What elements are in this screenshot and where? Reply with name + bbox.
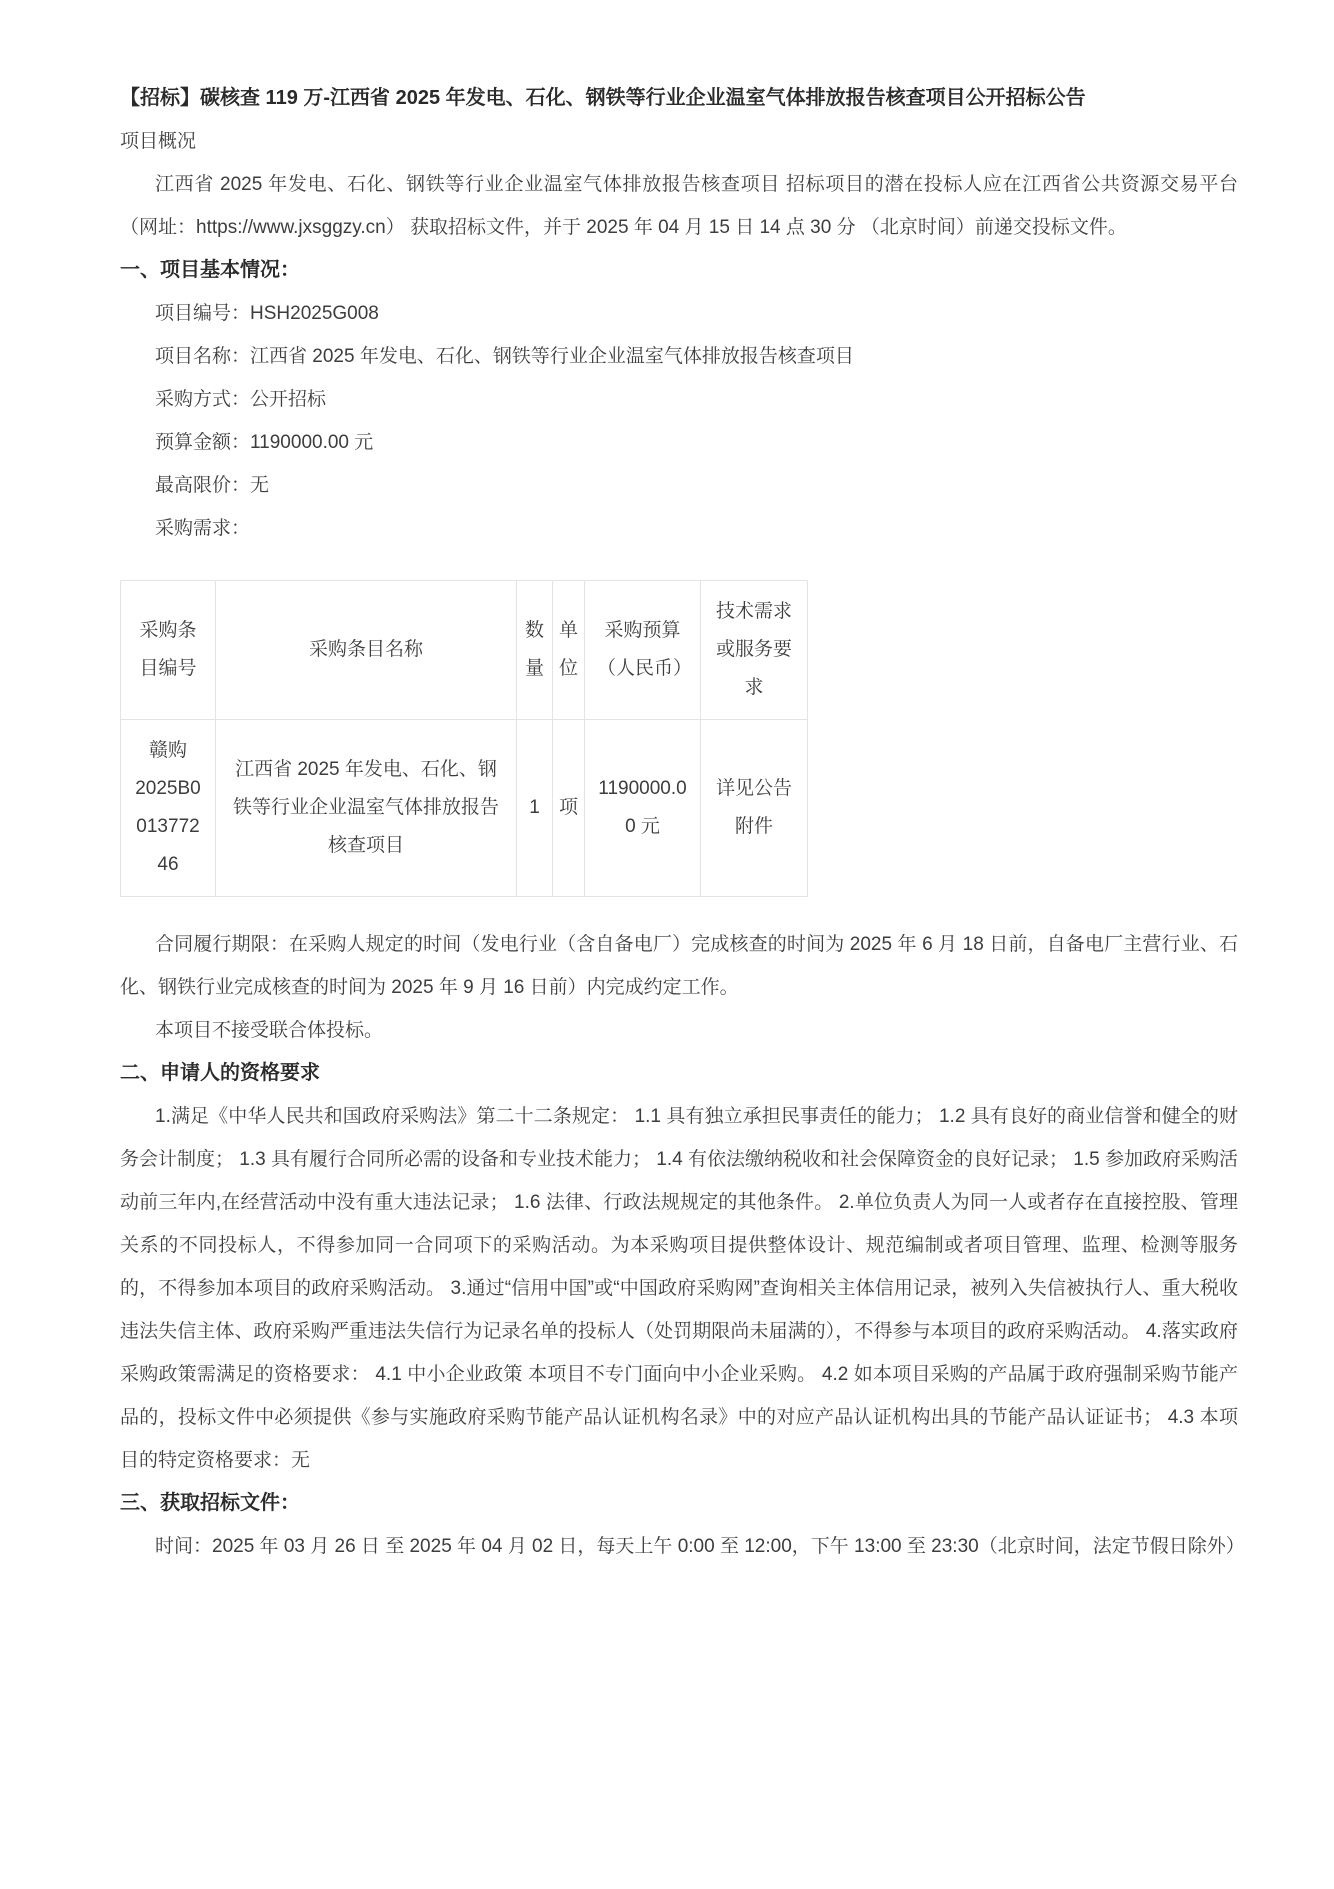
contract-period-paragraph: 合同履行期限：在采购人规定的时间（发电行业（含自备电厂）完成核查的时间为 2025 年 6 月 18 日前，自备电厂主营行业、石化、钢铁行业完成核查的时间为 2025 年 9 月 16 日前）内完成约定工作。 xyxy=(120,934,1238,998)
col-header-budget: 采购预算（人民币） xyxy=(585,581,701,720)
field-price-cap-value: 无 xyxy=(250,475,270,496)
page-title: 【招标】碳核查 119 万-江西省 2025 年发电、石化、钢铁等行业企业温室气体排放报告核查项目公开招标公告 xyxy=(120,87,1086,109)
overview-paragraph: 江西省 2025 年发电、石化、钢铁等行业企业温室气体排放报告核查项目 招标项目的潜在投标人应在江西省公共资源交易平台（网址：https://www.jxsggzy.cn） 获取招标文件，并于 2025 年 04 月 15 日 14 点 30 分 （北京时间）前递交投标文件。 xyxy=(120,174,1238,238)
table-header-row xyxy=(121,581,808,720)
section3-heading: 三、获取招标文件： xyxy=(120,1492,300,1514)
qualification-requirements-paragraph: 1.满足《中华人民共和国政府采购法》第二十二条规定： 1.1 具有独立承担民事责任的能力； 1.2 具有良好的商业信誉和健全的财务会计制度； 1.3 具有履行合同所必需的设备和专业技术能力； 1.4 有依法缴纳税收和社会保障资金的良好记录； 1.5 参加政府采购活动前三年内,在经营活动中没有重大违法记录； 1.6 法律、行政法规规定的其他条件。 2.单位负责人为同一人或者存在直接控股、管理关系的不同投标人，不得参加同一合同项下的采购活动。为本采购项目提供整体设计、规范编制或者项目管理、监理、检测等服务的，不得参加本项目的政府采购活动。 3.通过“信用中国”或“中国政府采购网”查询相关主体信用记录，被列入失信被执行人、重大税收违法失信主体、政府采购严重违法失信行为记录名单的投标人（处罚期限尚未届满的），不得参与本项目的政府采购活动。 4.落实政府采购政策需满足的资格要求： 4.1 中小企业政策 本项目不专门面向中小企业采购。 4.2 如本项目采购的产品属于政府强制采购节能产品的，投标文件中必须提供《参与实施政府采购节能产品认证机构名录》中的对应产品认证机构出具的节能产品认证证书； 4.3 本项目的特定资格要求：无 xyxy=(120,1106,1238,1471)
cell-quantity: 1 xyxy=(517,720,553,897)
field-budget-amount xyxy=(120,421,1238,464)
consortium-note: 本项目不接受联合体投标。 xyxy=(155,1020,384,1041)
field-procurement-method-label: 采购方式： xyxy=(155,389,251,410)
col-header-unit: 单位 xyxy=(553,581,585,720)
document-acquisition-time-paragraph: 时间：2025 年 03 月 26 日 至 2025 年 04 月 02 日，每天上午 0:00 至 12:00，下午 13:00 至 23:30（北京时间，法定节假日除外） xyxy=(155,1536,1245,1557)
field-project-name-label: 项目名称： xyxy=(155,346,251,367)
cell-budget: 1190000.00 元 xyxy=(585,720,701,897)
field-procurement-demand xyxy=(120,507,1238,550)
procurement-items-table xyxy=(120,580,808,897)
field-project-number-value: HSH2025G008 xyxy=(250,303,379,324)
cell-tech-requirements: 详见公告附件 xyxy=(701,720,808,897)
col-header-item-number: 采购条目编号 xyxy=(121,581,216,720)
field-price-cap xyxy=(120,464,1238,507)
field-project-name-value: 江西省 2025 年发电、石化、钢铁等行业企业温室气体排放报告核查项目 xyxy=(250,346,854,367)
field-procurement-method xyxy=(120,378,1238,421)
field-procurement-method-value: 公开招标 xyxy=(250,389,327,410)
field-price-cap-label: 最高限价： xyxy=(155,475,251,496)
col-header-tech-requirements: 技术需求或服务要求 xyxy=(701,581,808,720)
cell-unit: 项 xyxy=(553,720,585,897)
section1-heading: 一、项目基本情况： xyxy=(120,259,300,281)
overview-heading: 项目概况 xyxy=(120,131,197,152)
table-row xyxy=(121,720,808,897)
cell-item-name: 江西省 2025 年发电、石化、钢铁等行业企业温室气体排放报告核查项目 xyxy=(216,720,517,897)
field-budget-amount-value: 1190000.00 元 xyxy=(250,432,374,453)
section2-heading: 二、申请人的资格要求 xyxy=(120,1062,320,1084)
col-header-quantity: 数量 xyxy=(517,581,553,720)
col-header-item-name: 采购条目名称 xyxy=(216,581,517,720)
cell-item-number: 赣购2025B001377246 xyxy=(121,720,216,897)
field-project-name xyxy=(120,335,1238,378)
field-project-number-label: 项目编号： xyxy=(155,303,251,324)
field-procurement-demand-label: 采购需求： xyxy=(155,518,251,539)
field-budget-amount-label: 预算金额： xyxy=(155,432,251,453)
field-project-number xyxy=(120,292,1238,335)
